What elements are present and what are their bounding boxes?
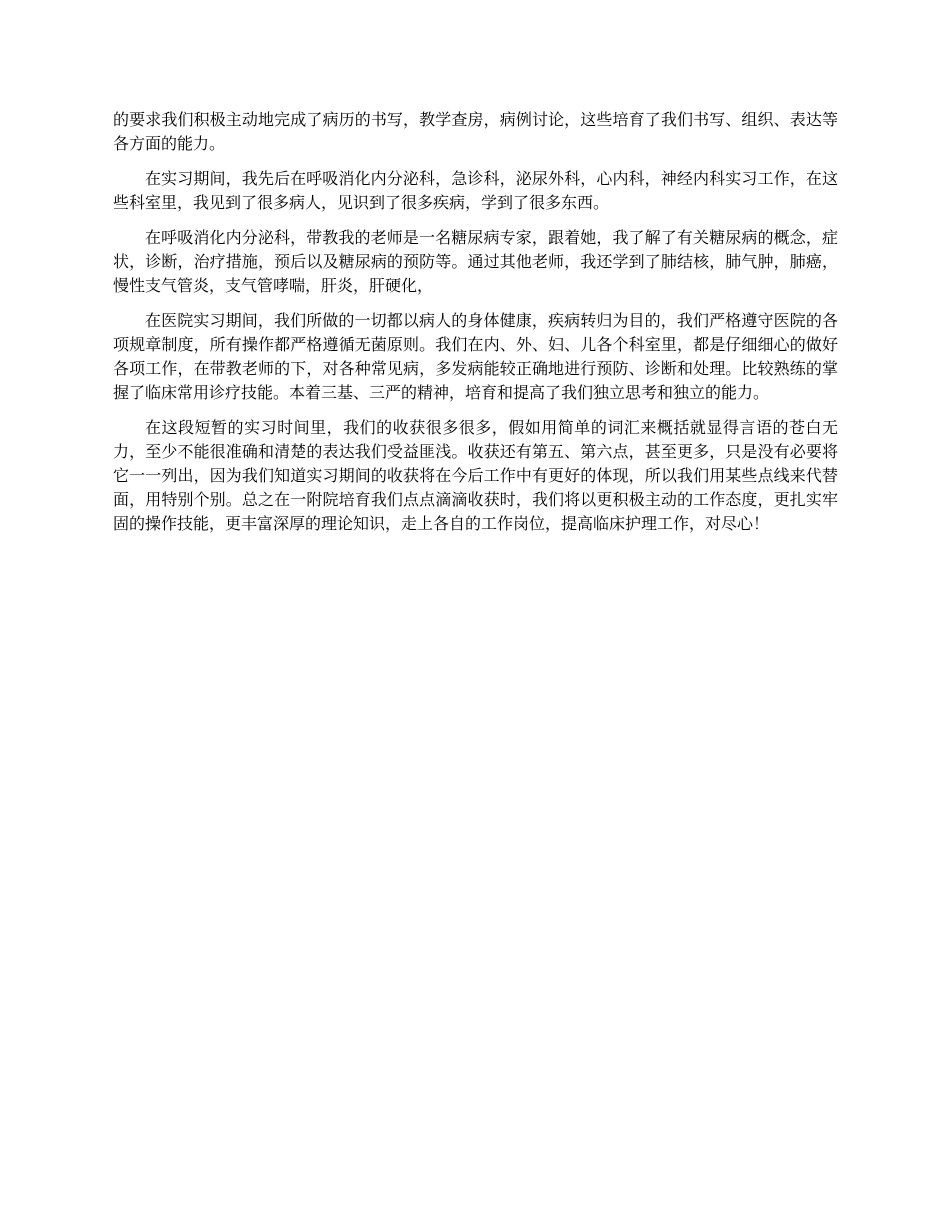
paragraph-4: 在医院实习期间，我们所做的一切都以病人的身体健康，疾病转归为目的，我们严格遵守医院的各项规章制度，所有操作都严格遵循无菌原则。我们在内、外、妇、儿各个科室里，都是仔细细心的做好各项工作，在带教老师的下，对各种常见病，多发病能较正确地进行预防、诊断和处理。比较熟练的掌握了临床常用诊疗技能。本着三基、三严的精神，培育和提高了我们独立思考和独立的能力。 — [113, 311, 838, 402]
paragraph-2: 在实习期间，我先后在呼吸消化内分泌科，急诊科，泌尿外科，心内科，神经内科实习工作，在这些科室里，我见到了很多病人，见识到了很多疾病，学到了很多东西。 — [113, 169, 838, 212]
paragraph-3: 在呼吸消化内分泌科，带教我的老师是一名糖尿病专家，跟着她，我了解了有关糖尿病的概念，症状，诊断，治疗措施，预后以及糖尿病的预防等。通过其他老师，我还学到了肺结核，肺气肿，肺癌，慢性支气管炎，支气管哮喘，肝炎，肝硬化， — [113, 228, 838, 295]
paragraph-5: 在这段短暂的实习时间里，我们的收获很多很多，假如用简单的词汇来概括就显得言语的苍白无力，至少不能很准确和清楚的表达我们受益匪浅。收获还有第五、第六点，甚至更多，只是没有必要将它一一列出，因为我们知道实习期间的收获将在今后工作中有更好的体现，所以我们用某些点线来代替面，用特别个别。总之在一附院培育我们点点滴滴收获时，我们将以更积极主动的工作态度，更扎实牢固的操作技能，更丰富深厚的理论知识，走上各自的工作岗位，提高临床护理工作，对尽心！ — [113, 418, 838, 533]
document-page — [113, 108, 838, 547]
paragraph-1: 的要求我们积极主动地完成了病历的书写，教学查房，病例讨论，这些培育了我们书写、组织、表达等各方面的能力。 — [113, 110, 838, 153]
